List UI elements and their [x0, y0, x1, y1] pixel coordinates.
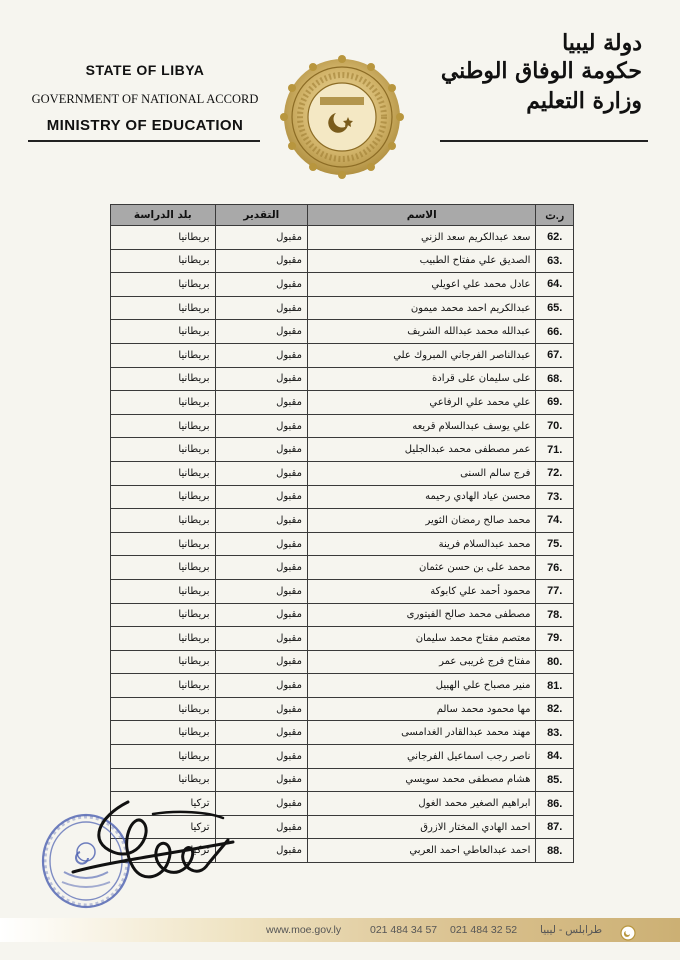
row-number: 63.	[536, 249, 574, 273]
row-number: 62.	[536, 226, 574, 250]
header-grade: التقدير	[215, 205, 307, 226]
row-name: ابراهيم الصغير محمد الغول	[307, 792, 535, 816]
row-number: 83.	[536, 721, 574, 745]
row-grade: مقبول	[215, 343, 307, 367]
row-name: منير مصباح علي الهبيل	[307, 674, 535, 698]
row-country: بريطانيا	[111, 697, 216, 721]
header-name: الاسم	[307, 205, 535, 226]
row-country: تركيا	[111, 792, 216, 816]
row-country: بريطانيا	[111, 273, 216, 297]
row-name: مفتاح فرج غريبى عمر	[307, 650, 535, 674]
row-name: معتصم مفتاح محمد سليمان	[307, 627, 535, 651]
table-row	[111, 603, 574, 627]
table-row	[111, 485, 574, 509]
row-country: بريطانيا	[111, 603, 216, 627]
row-country: بريطانيا	[111, 768, 216, 792]
row-country: بريطانيا	[111, 461, 216, 485]
row-grade: مقبول	[215, 485, 307, 509]
row-name: عادل محمد علي اعويلي	[307, 273, 535, 297]
row-number: 82.	[536, 697, 574, 721]
footer-phone-2: 021 484 32 52	[450, 924, 518, 936]
row-country: بريطانيا	[111, 485, 216, 509]
row-number: 77.	[536, 579, 574, 603]
row-name: عبدالكريم احمد محمد ميمون	[307, 296, 535, 320]
row-grade: مقبول	[215, 532, 307, 556]
table-row	[111, 367, 574, 391]
row-country: بريطانيا	[111, 721, 216, 745]
row-name: عمر مصطفى محمد عبدالجليل	[307, 438, 535, 462]
row-grade: مقبول	[215, 745, 307, 769]
footer-bar	[0, 918, 680, 942]
row-grade: مقبول	[215, 226, 307, 250]
row-number: 69.	[536, 391, 574, 415]
row-number: 81.	[536, 674, 574, 698]
row-number: 84.	[536, 745, 574, 769]
table-row	[111, 697, 574, 721]
row-number: 86.	[536, 792, 574, 816]
row-number: 88.	[536, 839, 574, 863]
row-name: مها محمود محمد سالم	[307, 697, 535, 721]
row-grade: مقبول	[215, 627, 307, 651]
row-grade: مقبول	[215, 391, 307, 415]
ministry-seal-icon	[280, 55, 404, 179]
row-grade: مقبول	[215, 367, 307, 391]
table-row	[111, 438, 574, 462]
row-number: 79.	[536, 627, 574, 651]
row-number: 70.	[536, 414, 574, 438]
row-name: علي يوسف عبدالسلام قريعه	[307, 414, 535, 438]
row-number: 68.	[536, 367, 574, 391]
footer-city: طرابلس - ليبيا	[540, 924, 603, 936]
row-name: احمد الهادي المختار الازرق	[307, 815, 535, 839]
row-name: على سليمان على قرادة	[307, 367, 535, 391]
row-grade: مقبول	[215, 792, 307, 816]
row-name: سعد عبدالكريم سعد الزني	[307, 226, 535, 250]
row-name: احمد عبدالعاطي احمد العربي	[307, 839, 535, 863]
row-grade: مقبول	[215, 721, 307, 745]
header-country: بلد الدراسة	[111, 205, 216, 226]
row-number: 66.	[536, 320, 574, 344]
table-row	[111, 768, 574, 792]
results-table	[110, 204, 574, 863]
row-country: بريطانيا	[111, 579, 216, 603]
row-number: 78.	[536, 603, 574, 627]
row-number: 85.	[536, 768, 574, 792]
row-country: بريطانيا	[111, 674, 216, 698]
row-grade: مقبول	[215, 839, 307, 863]
row-country: بريطانيا	[111, 367, 216, 391]
row-name: هشام مصطفى محمد سويسي	[307, 768, 535, 792]
arabic-header	[422, 30, 642, 116]
row-country: تركيا	[111, 815, 216, 839]
footer-phone-1: 021 484 34 57	[370, 924, 438, 936]
table-row	[111, 273, 574, 297]
row-country: بريطانيا	[111, 296, 216, 320]
row-number: 87.	[536, 815, 574, 839]
row-number: 73.	[536, 485, 574, 509]
row-grade: مقبول	[215, 320, 307, 344]
row-country: بريطانيا	[111, 391, 216, 415]
row-name: محمد على بن حسن عثمان	[307, 556, 535, 580]
signature-icon	[58, 792, 258, 902]
row-country: بريطانيا	[111, 745, 216, 769]
table-row	[111, 461, 574, 485]
row-grade: مقبول	[215, 556, 307, 580]
table-row	[111, 556, 574, 580]
table-row	[111, 532, 574, 556]
row-name: علي محمد علي الرفاعي	[307, 391, 535, 415]
row-number: 75.	[536, 532, 574, 556]
row-name: عبدالله محمد عبدالله الشريف	[307, 320, 535, 344]
ministry-title-en: MINISTRY OF EDUCATION	[46, 117, 244, 134]
row-number: 72.	[536, 461, 574, 485]
table-body	[111, 226, 574, 863]
row-number: 65.	[536, 296, 574, 320]
table-row	[111, 249, 574, 273]
footer-website[interactable]: www.moe.gov.ly	[266, 924, 342, 936]
row-country: بريطانيا	[111, 627, 216, 651]
row-grade: مقبول	[215, 509, 307, 533]
table-row	[111, 226, 574, 250]
row-country: بريطانيا	[111, 532, 216, 556]
row-name: فرج سالم السنى	[307, 461, 535, 485]
row-number: 80.	[536, 650, 574, 674]
row-name: مهند محمد عبدالقادر الغدامسى	[307, 721, 535, 745]
row-grade: مقبول	[215, 438, 307, 462]
row-name: محمد عبدالسلام فرينة	[307, 532, 535, 556]
ministry-logo-icon	[620, 925, 636, 941]
table-row	[111, 343, 574, 367]
table-row	[111, 320, 574, 344]
row-grade: مقبول	[215, 273, 307, 297]
row-name: عبدالناصر الفرجاني المبروك علي	[307, 343, 535, 367]
table-row	[111, 745, 574, 769]
table-row	[111, 391, 574, 415]
table-row	[111, 414, 574, 438]
table-row	[111, 509, 574, 533]
header-divider-right	[440, 140, 648, 142]
row-name: محسن عياد الهادي رحيمه	[307, 485, 535, 509]
state-title-en: STATE OF LIBYA	[85, 62, 205, 78]
row-country: بريطانيا	[111, 438, 216, 462]
table-row	[111, 627, 574, 651]
row-grade: مقبول	[215, 296, 307, 320]
row-country: تركيا	[111, 839, 216, 863]
header-number: ر.ت	[536, 205, 574, 226]
row-grade: مقبول	[215, 603, 307, 627]
row-number: 67.	[536, 343, 574, 367]
row-number: 71.	[536, 438, 574, 462]
row-name: الصديق علي مفتاح الطبيب	[307, 249, 535, 273]
government-title-en: GOVERNMENT OF NATIONAL ACCORD	[31, 92, 259, 106]
ministry-title-ar: وزارة التعليم	[526, 88, 642, 114]
government-title-ar: حكومة الوفاق الوطني	[440, 58, 642, 84]
row-country: بريطانيا	[111, 556, 216, 580]
row-number: 64.	[536, 273, 574, 297]
row-country: بريطانيا	[111, 249, 216, 273]
row-name: محمود أحمد علي كابوكة	[307, 579, 535, 603]
table-row	[111, 674, 574, 698]
english-header	[30, 62, 260, 134]
state-title-ar: دولة ليبيا	[562, 30, 642, 56]
table-row	[111, 650, 574, 674]
table-row	[111, 296, 574, 320]
row-grade: مقبول	[215, 815, 307, 839]
row-grade: مقبول	[215, 461, 307, 485]
row-grade: مقبول	[215, 674, 307, 698]
row-name: ناصر رجب اسماعيل الفرجاني	[307, 745, 535, 769]
row-country: بريطانيا	[111, 650, 216, 674]
row-country: بريطانيا	[111, 509, 216, 533]
row-grade: مقبول	[215, 697, 307, 721]
row-grade: مقبول	[215, 768, 307, 792]
row-number: 74.	[536, 509, 574, 533]
row-grade: مقبول	[215, 414, 307, 438]
header-divider-left	[28, 140, 260, 142]
row-name: مصطفى محمد صالح الفيتورى	[307, 603, 535, 627]
row-name: محمد صالح رمضان الثوير	[307, 509, 535, 533]
table-row	[111, 721, 574, 745]
row-grade: مقبول	[215, 249, 307, 273]
row-country: بريطانيا	[111, 414, 216, 438]
table-header-row	[111, 205, 574, 226]
table-row	[111, 579, 574, 603]
row-country: بريطانيا	[111, 343, 216, 367]
row-country: بريطانيا	[111, 320, 216, 344]
row-grade: مقبول	[215, 579, 307, 603]
row-number: 76.	[536, 556, 574, 580]
row-grade: مقبول	[215, 650, 307, 674]
row-country: بريطانيا	[111, 226, 216, 250]
